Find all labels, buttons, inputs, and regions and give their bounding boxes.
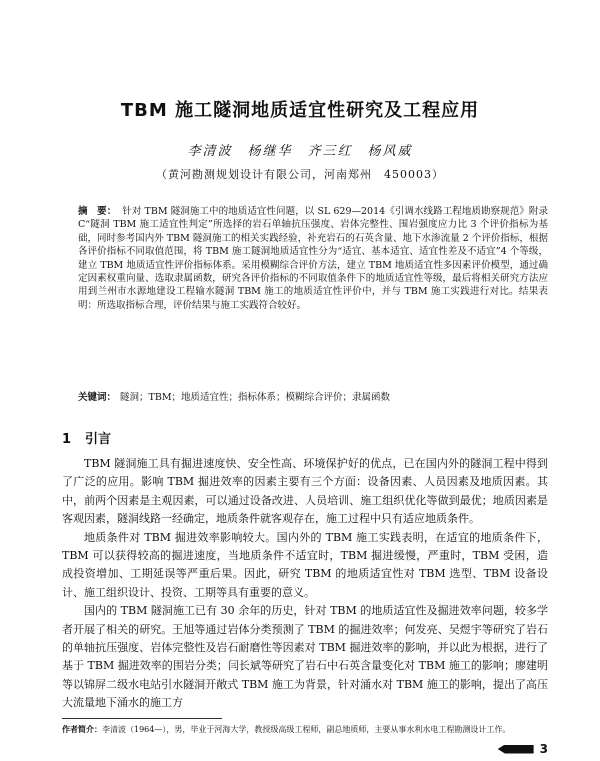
paragraph: TBM 隧洞施工具有掘进速度快、安全性高、环境保护好的优点，已在国内外的隧洞工程中得到了广泛的应用。影响 TBM 掘进效率的因素主要有三个方面：设备因素、人员因素及地质因素。其中，前两个因素是主观因素，可以通过设备改进、人员培训、施工组织优化等做到最优；地质因素是客观因素，隧洞线路一经确定，地质条件就客观存在，施工过程中只有适应地质条件。: [62, 457, 548, 526]
footnote: [62, 724, 548, 735]
abstract-text: 针对 TBM 隧洞施工中的地质适宜性问题，以 SL 629—2014《引调水线路工程地质勘察规范》附录 C“隧洞 TBM 施工适宜性判定”所选择的岩石单轴抗压强度、岩体完整性、围岩强度应力比 3 个评价指标为基础，同时参考国内外 TBM 隧洞施工的相关实践经验，补充岩石的石英含量、地下水渗流量 2 个评价指标，根据各评价指标不同取值范围，将 TBM 施工隧洞地质适宜性分为“适宜、基本适宜、适宜性差及不适宜”4 个等级，建立 TBM 地质适宜性评价指标体系。采用模糊综合评价方法，建立 TBM 地质适宜性多因素评价模型，通过确定因素权重向量、选取隶属函数，研究各评价指标的不同取值条件下的地质适宜性等级，最后将相关研究方法应用到兰州市水源地建设工程输水隧洞 TBM 施工的地质适宜性评价中，并与 TBM 施工实践进行对比。结果表明：所选取指标合理，评价结果与施工实践符合较好。: [78, 206, 548, 311]
keywords-label: 关键词：: [78, 392, 117, 403]
section-number: 1: [62, 432, 72, 447]
paper-title: TBM 施工隧洞地质适宜性研究及工程应用: [120, 100, 480, 121]
abstract: [78, 205, 548, 312]
keywords-text: 隧洞；TBM；地质适宜性；指标体系；模糊综合评价；隶属函数: [120, 392, 391, 403]
section-title: 引言: [85, 432, 112, 447]
paragraph: 国内的 TBM 隧洞施工已有 30 余年的历史，针对 TBM 的地质适宜性及掘进效率问题，较多学者开展了相关的研究。王旭等通过岩体分类预测了 TBM 的掘进效率；何发亮、吴煜宇等研究了岩石的单轴抗压强度、岩体完整性及岩石耐磨性等因素对 TBM 掘进效率的影响，并以此为根据，进行了基于 TBM 掘进效率的围岩分类；闫长斌等研究了岩石中石英含量变化对 TBM 施工的影响；廖建明等以锦屏二级水电站引水隧洞开敞式 TBM 施工为背景，针对涌水对 TBM 施工的影响，提出了高压大流量地下涌水的施工方: [62, 604, 548, 710]
paragraph: 地质条件对 TBM 掘进效率影响较大。国内外的 TBM 施工实践表明，在适宜的地质条件下，TBM 可以获得较高的掘进速度，当地质条件不适宜时，TBM 掘进缓慢，严重时，TBM 受困，造成投资增加、工期延误等严重后果。因此，研究 TBM 的地质适宜性对 TBM 选型、TBM 设备设计、施工组织设计、投资、工期等具有重要的意义。: [62, 530, 548, 599]
section-heading: [62, 428, 111, 447]
footnote-rule: [62, 718, 222, 719]
affiliation: （黄河勘测规划设计有限公司，河南郑州 450003）: [156, 168, 444, 181]
footnote-label: 作者简介：: [62, 724, 102, 734]
body-text: [62, 455, 548, 713]
page-number-block: [498, 742, 548, 756]
abstract-label: 摘 要：: [78, 206, 117, 217]
author-list: 李清波 杨继华 齐三红 杨风威: [187, 144, 413, 159]
page-number: 3: [539, 742, 548, 756]
footnote-text: 李清波（1964—），男，毕业于河海大学，教授级高级工程师，副总地质师，主要从事水利水电工程勘测设计工作。: [102, 725, 511, 734]
keywords: [78, 391, 548, 404]
page-marker-icon: [498, 745, 534, 754]
